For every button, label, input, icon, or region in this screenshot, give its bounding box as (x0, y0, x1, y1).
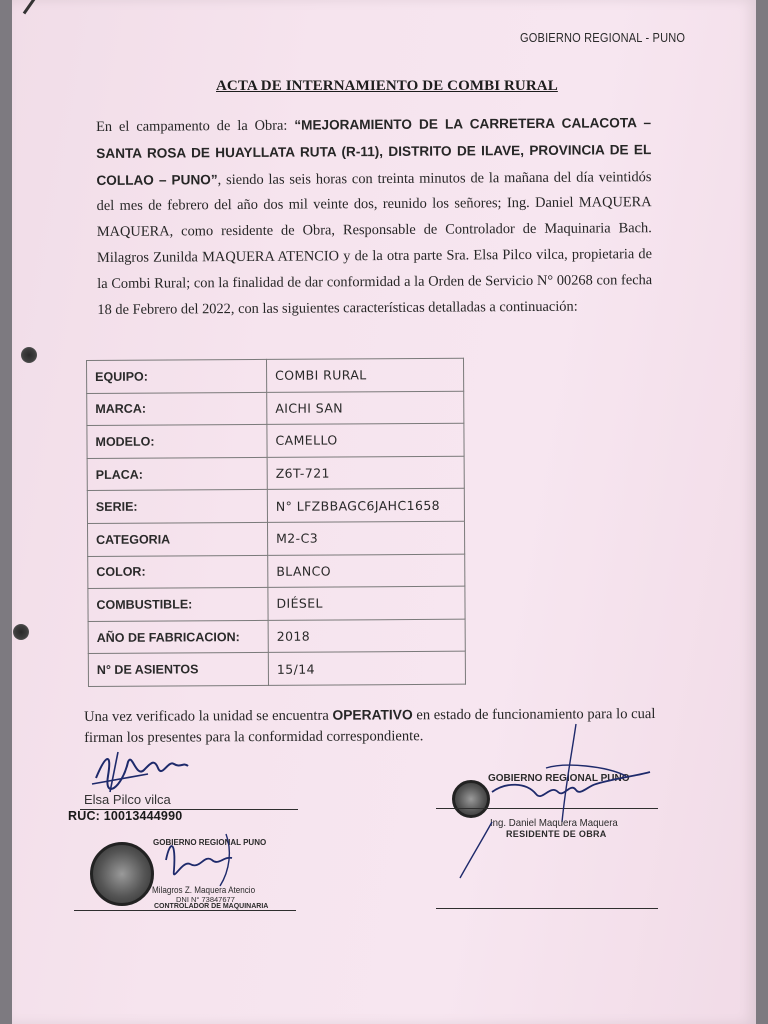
controller-seal-icon (90, 842, 154, 906)
operational-status: OPERATIVO (332, 707, 413, 723)
owner-name: Elsa Pilco vilca (84, 792, 171, 807)
paragraph-intro: En el campamento de la Obra: (96, 117, 295, 135)
controller-signature-icon (160, 830, 240, 890)
resident-signature-icon (486, 722, 656, 832)
spec-value: 2018 (268, 619, 465, 653)
header-organization: GOBIERNO REGIONAL - PUNO (520, 30, 686, 45)
spec-label: PLACA: (87, 457, 267, 491)
controller-name: Milagros Z. Maquera Atencio (152, 885, 256, 895)
table-row (88, 619, 465, 654)
resident-stamp-org: GOBIERNO REGIONAL PUNO (488, 773, 630, 784)
resident-signature-tail-icon (456, 820, 496, 880)
spec-value: AICHI SAN (267, 391, 464, 425)
spec-label: SERIE: (87, 490, 267, 524)
owner-signature-icon (88, 748, 198, 794)
spec-value: DIÉSEL (268, 586, 465, 620)
document-title: ACTA DE INTERNAMIENTO DE COMBI RURAL (216, 78, 558, 94)
controller-signature-line (74, 910, 296, 911)
spec-label: CATEGORIA (87, 522, 267, 556)
right-bottom-signature-line (436, 908, 658, 909)
spec-label: EQUIPO: (87, 359, 267, 393)
table-row (87, 358, 464, 393)
spec-label: MODELO: (87, 425, 267, 459)
spec-value: M2-C3 (267, 521, 464, 555)
vehicle-spec-table (86, 358, 466, 687)
table-row (88, 586, 465, 621)
project-name: “MEJORAMIENTO DE LA CARRETERA CALACOTA – SANTA ROSA DE HUAYLLATA RUTA (R-11), DISTRITO DE ILAVE, PROVINCIA DE EL COLLAO – PUNO” (96, 115, 652, 188)
controller-role: CONTROLADOR DE MAQUINARIA (154, 903, 269, 910)
table-row (87, 423, 464, 458)
paragraph-body: , siendo las seis horas con treinta minutos de la mañana del día veintidós del mes de febrero del año dos mil veinte dos, reunido los señores; Ing. Daniel MAQUERA MAQUERA, como residente de Obra, Responsable de Controlador de Maquinaria Bach. Milagros Zunilda MAQUERA ATENCIO y de la otra parte Sra. Elsa Pilco vilca, propietaria de la Combi Rural; con la finalidad de dar conformidad a la Orden de Servicio N° 00268 con fecha 18 de Febrero del 2022, con las siguientes características detalladas a continuación: (96, 168, 653, 318)
spec-label: N° DE ASIENTOS (88, 653, 268, 687)
intro-paragraph (96, 110, 652, 323)
spec-value: Z6T-721 (267, 456, 464, 490)
resident-role: RESIDENTE DE OBRA (506, 829, 607, 839)
spec-value: COMBI RURAL (266, 358, 463, 392)
spec-value: N° LFZBBAGC6JAHC1658 (267, 489, 464, 523)
controller-dni: DNI N° 73847677 (176, 895, 235, 904)
conclusion-pre: Una vez verificado la unidad se encuentra (84, 707, 333, 725)
owner-ruc: RUC: 10013444990 (68, 809, 183, 823)
controller-stamp-org: GOBIERNO REGIONAL PUNO (153, 838, 267, 847)
punch-hole-top (21, 347, 37, 363)
conclusion-post: en estado de funcionamiento para lo cual firman los presentes para la conformidad correspondiente. (84, 706, 656, 746)
spec-value: CAMELLO (267, 423, 464, 457)
table-row (87, 489, 464, 524)
resident-name: Ing. Daniel Maquera Maquera (490, 817, 618, 829)
table-row (87, 391, 464, 426)
table-row (87, 456, 464, 491)
spec-value: 15/14 (268, 652, 465, 686)
table-row (88, 652, 465, 687)
spec-label: COLOR: (88, 555, 268, 589)
table-row (87, 521, 464, 556)
punch-hole-bottom (13, 624, 29, 640)
spec-value: BLANCO (268, 554, 465, 588)
spec-label: MARCA: (87, 392, 267, 426)
spec-label: AÑO DE FABRICACION: (88, 620, 268, 654)
table-row (88, 554, 465, 589)
spec-label: COMBUSTIBLE: (88, 588, 268, 622)
regional-seal-icon (452, 780, 490, 818)
